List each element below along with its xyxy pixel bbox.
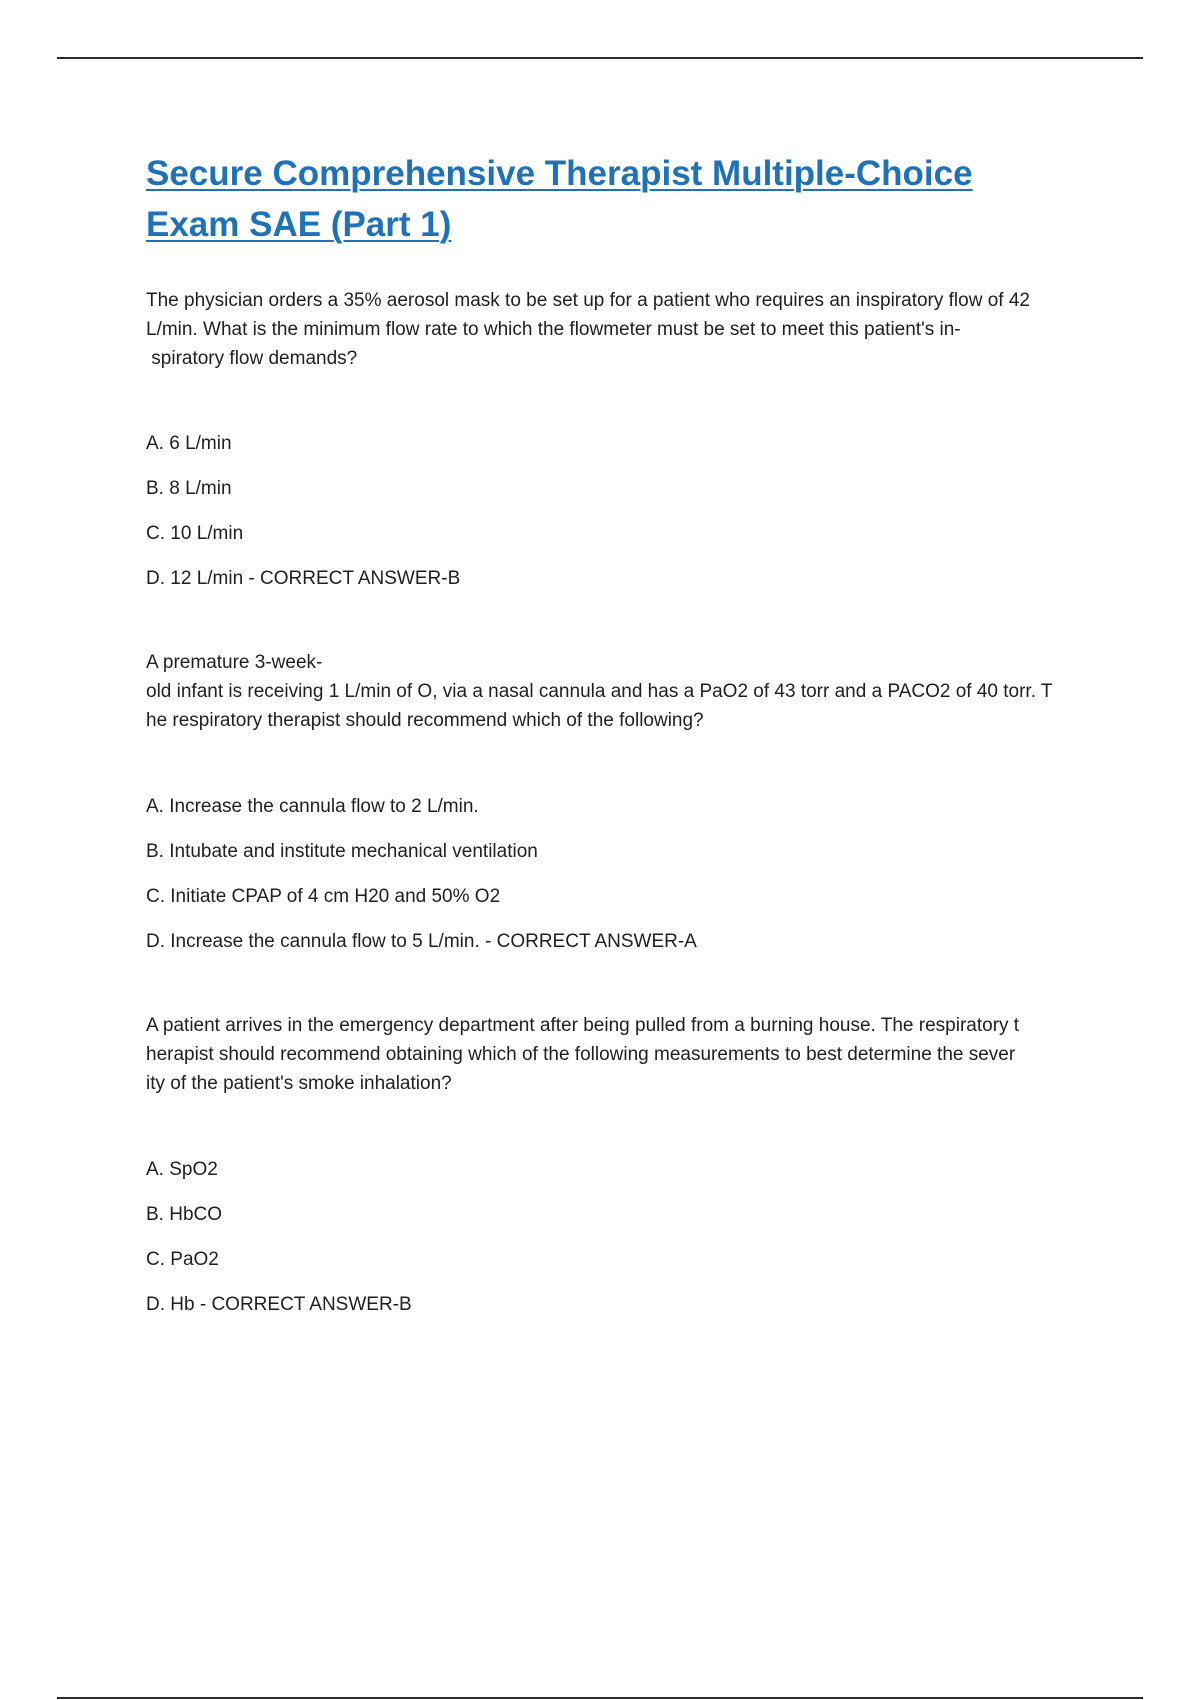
answer-option: A. 6 L/min — [146, 433, 232, 454]
answer-options-1 — [146, 431, 1096, 592]
question-stem-3 — [146, 1011, 1096, 1098]
answer-options-3 — [146, 1157, 1096, 1318]
question-block-1 — [146, 286, 1096, 592]
answer-option: A. Increase the cannula flow to 2 L/min. — [146, 796, 479, 817]
answer-option-with-key: D. 12 L/min - CORRECT ANSWER-B — [146, 568, 461, 589]
answer-option: C. PaO2 — [146, 1249, 219, 1270]
document-body — [146, 148, 1096, 1318]
answer-option-with-key: D. Hb - CORRECT ANSWER-B — [146, 1294, 412, 1315]
footer-rule — [57, 1697, 1143, 1699]
answer-option: C. 10 L/min — [146, 523, 244, 544]
question-block-3 — [146, 1011, 1096, 1318]
question-block-2 — [146, 648, 1096, 955]
answer-option-with-key: D. Increase the cannula flow to 5 L/min. - CORRECT ANSWER-A — [146, 931, 697, 952]
question-stem-line: herapist should recommend obtaining which of the following measurements to best determine the sever — [146, 1044, 1016, 1065]
answer-option: B. HbCO — [146, 1204, 223, 1225]
answer-options-2 — [146, 794, 1096, 955]
question-stem-line: The physician orders a 35% aerosol mask to be set up for a patient who requires an inspiratory flow of 42 — [146, 290, 1030, 311]
answer-option: B. Intubate and institute mechanical ventilation — [146, 841, 538, 862]
question-stem-line: he respiratory therapist should recommend which of the following? — [146, 710, 704, 731]
question-stem-line: ity of the patient's smoke inhalation? — [146, 1073, 452, 1094]
question-stem-line: spiratory flow demands? — [146, 348, 358, 369]
answer-option: B. 8 L/min — [146, 478, 232, 499]
question-stem-line: L/min. What is the minimum flow rate to which the flowmeter must be set to meet this patient's in- — [146, 319, 961, 340]
answer-option: A. SpO2 — [146, 1159, 218, 1180]
document-title[interactable]: Secure Comprehensive Therapist Multiple-Choice Exam SAE (Part 1) — [146, 154, 973, 244]
header-rule — [57, 57, 1143, 59]
question-stem-line: A premature 3-week- — [146, 652, 323, 673]
question-stem-line: old infant is receiving 1 L/min of O, via a nasal cannula and has a PaO2 of 43 torr and a PACO2 of 40 torr. T — [146, 681, 1053, 702]
question-stem-line: A patient arrives in the emergency department after being pulled from a burning house. The respiratory t — [146, 1015, 1020, 1036]
answer-option: C. Initiate CPAP of 4 cm H20 and 50% O2 — [146, 886, 501, 907]
question-stem-1 — [146, 286, 1096, 373]
question-stem-2 — [146, 648, 1096, 735]
